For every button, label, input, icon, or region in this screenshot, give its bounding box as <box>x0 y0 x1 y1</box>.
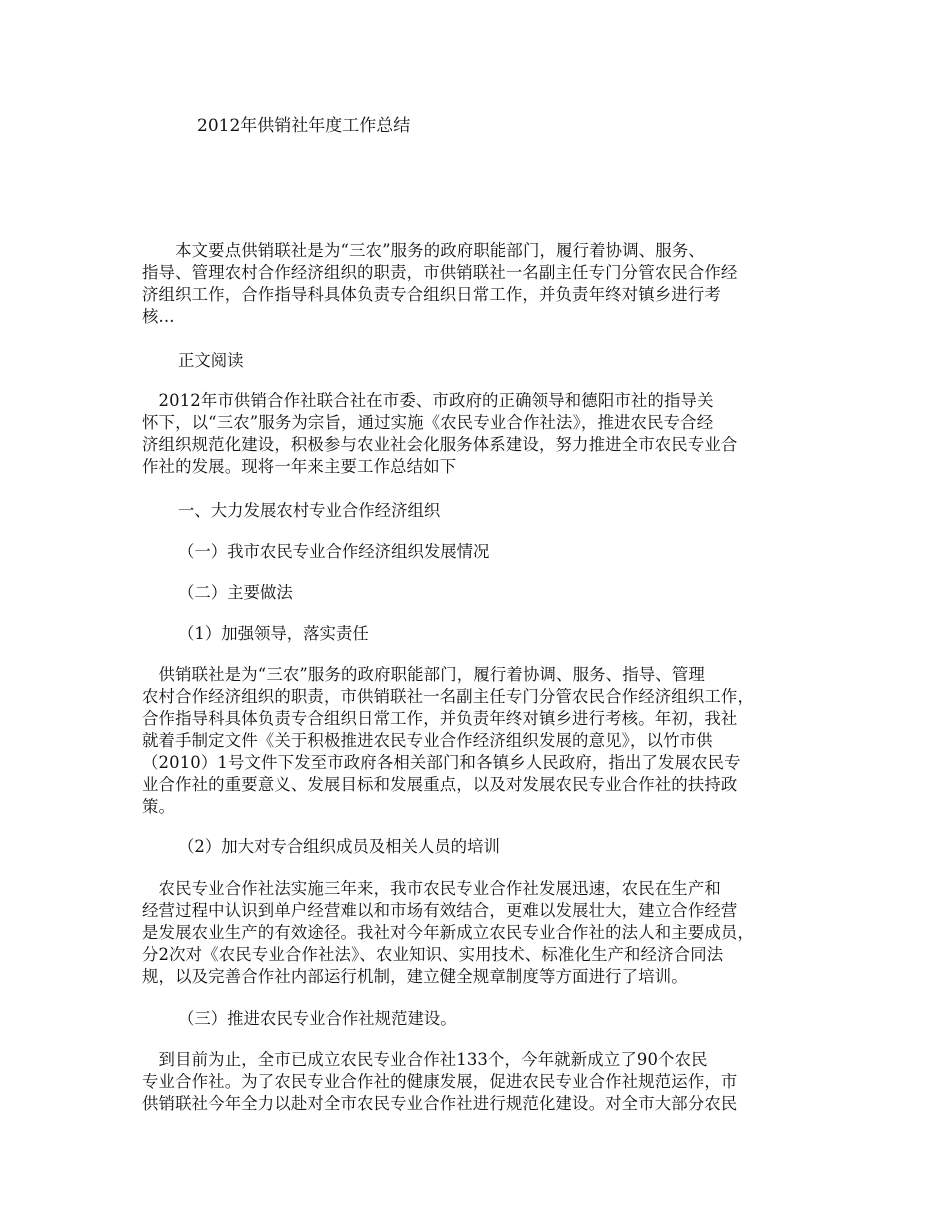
text-line: 农村合作经济组织的职责，市供销联社一名副主任专门分管农民合作经济组织工作， <box>142 687 755 706</box>
subsection-heading-1: （一）我市农民专业合作经济组织发展情况 <box>178 542 490 561</box>
text-line: 规，以及完善合作社内部运行机制，建立健全规章制度等方面进行了培训。 <box>142 967 688 986</box>
text-line: 济组织规范化建设，积极参与农业社会化服务体系建设，努力推进全市农民专业合 <box>142 435 738 454</box>
text-line: 分2次对《农民专业合作社法》、农业知识、实用技术、标准化生产和经济合同法 <box>142 945 724 964</box>
text-line: 就着手制定文件《关于积极推进农民专业合作经济组织发展的意见》，以竹市供 <box>142 731 713 750</box>
text-line: 济组织工作，合作指导科具体负责专合组织日常工作，并负责年终对镇乡进行考 <box>142 285 721 304</box>
text-line: 是发展农业生产的有效途径。我社对今年新成立农民专业合作社的法人和主要成员， <box>142 923 755 942</box>
subsection-heading-3: （三）推进农民专业合作社规范建设。 <box>178 1009 457 1028</box>
text-line: 到目前为止，全市已成立农民专业合作社133个，今年就新成立了90个农民 <box>142 1050 708 1069</box>
summary-paragraph <box>142 240 822 328</box>
document-title: 2012年供销社年度工作总结 <box>197 116 411 136</box>
text-line: 指导、管理农村合作经济组织的职责，市供销联社一名副主任专门分管农民合作经 <box>142 263 738 282</box>
text-line: 业合作社的重要意义、发展目标和发展重点，以及对发展农民专业合作社的扶持政 <box>142 775 738 794</box>
text-line: （2010）1号文件下发至市政府各相关部门和各镇乡人民政府，指出了发展农民专 <box>142 753 741 772</box>
text-line: 供销联社是为“三农”服务的政府职能部门，履行着协调、服务、指导、管理 <box>142 665 705 684</box>
read-label: 正文阅读 <box>178 351 244 370</box>
subsection-heading-2: （二）主要做法 <box>178 583 293 602</box>
section-heading-1: 一、大力发展农村专业合作经济组织 <box>178 501 441 520</box>
body-paragraph-1 <box>142 664 822 818</box>
text-line: 作社的发展。现将一年来主要工作总结如下 <box>142 457 457 476</box>
text-line: 供销联社今年全力以赴对全市农民专业合作社进行规范化建设。对全市大部分农民 <box>142 1094 738 1113</box>
text-line: 2012年市供销合作社联合社在市委、市政府的正确领导和德阳市社的指导关 <box>142 391 714 410</box>
body-paragraph-2 <box>142 878 822 988</box>
text-line: 策。 <box>142 797 176 816</box>
text-line: 专业合作社。为了农民专业合作社的健康发展，促进农民专业合作社规范运作，市 <box>142 1072 738 1091</box>
item-heading-1: （1）加强领导，落实责任 <box>178 624 369 643</box>
body-paragraph-3 <box>142 1049 822 1115</box>
text-line: 怀下，以“三农”服务为宗旨，通过实施《农民专业合作社法》，推进农民专合经 <box>142 413 714 432</box>
intro-paragraph <box>142 390 822 478</box>
item-heading-2: （2）加大对专合组织成员及相关人员的培训 <box>178 837 500 856</box>
text-line: 合作指导科具体负责专合组织日常工作，并负责年终对镇乡进行考核。年初，我社 <box>142 709 738 728</box>
text-line: 本文要点供销联社是为“三农”服务的政府职能部门，履行着协调、服务、 <box>142 241 705 260</box>
text-line: 农民专业合作社法实施三年来，我市农民专业合作社发展迅速，农民在生产和 <box>142 879 721 898</box>
text-line: 经营过程中认识到单户经营难以和市场有效结合，更难以发展壮大，建立合作经营 <box>142 901 738 920</box>
text-line: 核... <box>142 307 175 326</box>
